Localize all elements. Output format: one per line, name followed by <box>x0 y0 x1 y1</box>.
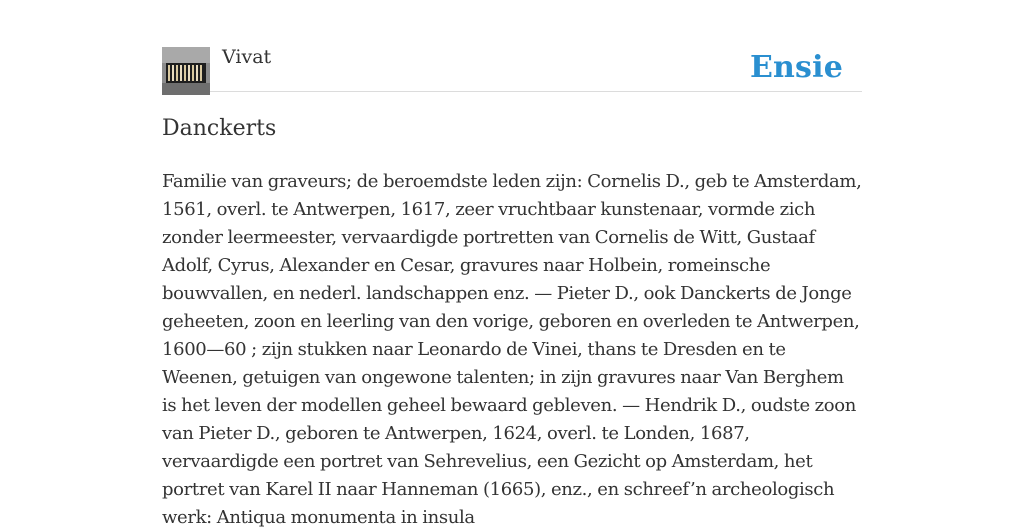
author-name[interactable]: Vivat <box>222 46 272 68</box>
page-header <box>162 0 862 92</box>
article-title: Danckerts <box>162 116 277 141</box>
book-spines-icon <box>162 47 210 95</box>
page-container <box>162 0 862 528</box>
article-body: Familie van graveurs; de beroemdste leden zijn: Cornelis D., geb te Amsterdam, 1561, overl. te Antwerpen, 1617, zeer vruchtbaar kunstenaar, vormde zich zonder leermeester, vervaardigde portretten van Cornelis de Witt, Gustaaf Adolf, Cyrus, Alexander en Cesar, gravures naar Holbein, romeinsche bouwvallen, en nederl. landschappen enz. — Pieter D., ook Danckerts de Jonge geheeten, zoon en leerling van den vorige, geboren en overleden te Antwerpen, 1600—60 ; zijn stukken naar Leonardo de Vinei, thans te Dresden en te Weenen, getuigen van ongewone talenten; in zijn gravures naar Van Berghem is het leven der modellen geheel bewaard gebleven. — Hendrik D., oudste zoon van Pieter D., geboren te Antwerpen, 1624, overl. te Londen, 1687, vervaardigde een portret van Sehrevelius, een Gezicht op Amsterdam, het portret van Karel II naar Hanneman (1665), enz., en schreef’n archeologisch werk: Antiqua monumenta in insula <box>162 171 862 528</box>
author-avatar[interactable] <box>162 47 210 95</box>
brand-logo[interactable]: Ensie <box>749 50 843 85</box>
